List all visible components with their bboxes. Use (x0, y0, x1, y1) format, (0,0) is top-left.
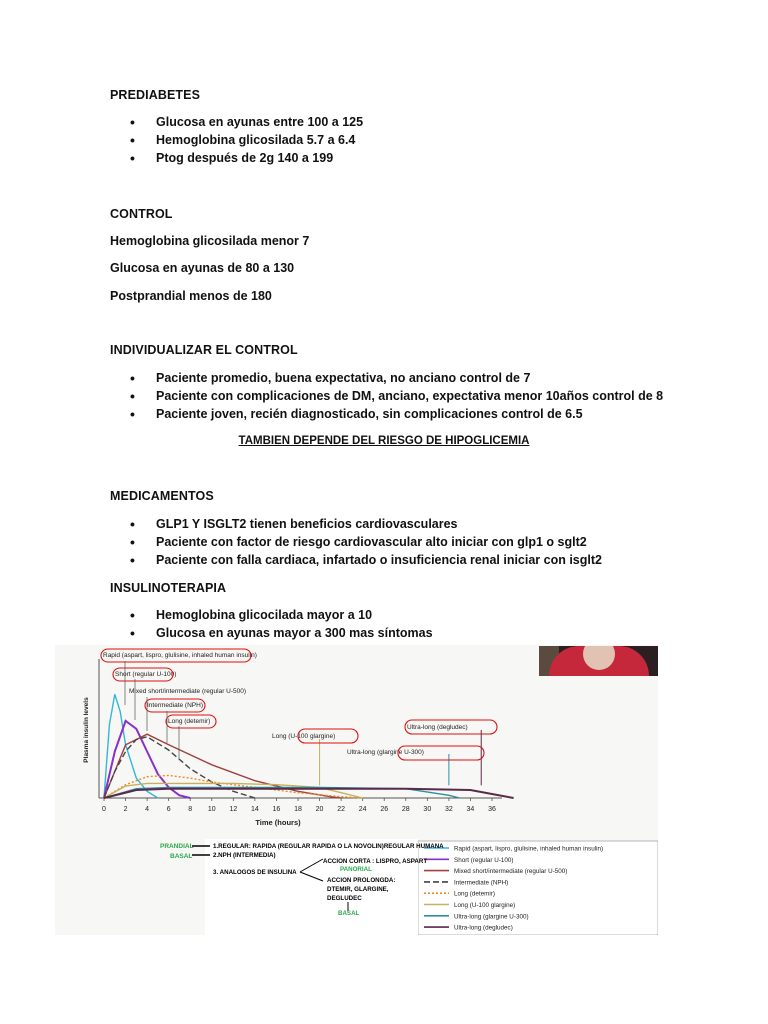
legend-label: Rapid (aspart, lispro, glulisine, inhaled human insulin) (454, 845, 604, 853)
x-tick-label: 26 (380, 806, 389, 813)
legend-box (418, 841, 658, 935)
individualizar-list (128, 369, 663, 423)
degludec-label: DEGLUDEC (327, 895, 362, 902)
medicamentos-heading: MEDICAMENTOS (110, 489, 214, 503)
basal-label: BASAL (170, 853, 193, 860)
insulin-figure (55, 645, 658, 935)
control-line: Glucosa en ayunas de 80 a 130 (110, 261, 295, 275)
list-item: • Paciente con falla cardiaca, infartado o insuficiencia renal iniciar con isglt2 (128, 551, 602, 569)
curve-label: Short (regular U-100) (115, 671, 177, 678)
list-item: • Paciente joven, recién diagnosticado, sin complicaciones control de 6.5 (128, 405, 663, 423)
x-tick-label: 2 (123, 806, 128, 813)
webcam-thumbnail (539, 646, 658, 676)
x-tick-label: 16 (272, 806, 281, 813)
list-item: • GLP1 Y ISGLT2 tienen beneficios cardiovasculares (128, 515, 602, 533)
prandial-label: PRANDIAL (160, 843, 194, 850)
medicamentos-list (128, 515, 602, 569)
panorial-label: PANORIAL (340, 866, 372, 873)
diagram-item-analogos: 3. ANALOGOS DE INSULINA (213, 869, 297, 876)
list-item: • Hemoglobina glicocilada mayor a 10 (128, 606, 433, 624)
curve-label: Long (detemir) (168, 718, 211, 725)
legend-label: Long (U-100 glargine) (454, 902, 516, 909)
x-tick-label: 36 (488, 806, 496, 813)
list-item: • Glucosa en ayunas entre 100 a 125 (128, 113, 363, 131)
y-axis-label: Plasma insulin levels (83, 697, 90, 763)
list-item: • Paciente con complicaciones de DM, anciano, expectativa menor 10años control de 8 (128, 387, 663, 405)
series-line (104, 721, 190, 798)
x-tick-label: 8 (188, 806, 193, 813)
diagram-item-nph: 2.NPH (INTERMEDIA) (213, 852, 276, 859)
curve-label: Long (U-100 glargine) (272, 733, 336, 740)
x-tick-label: 0 (102, 806, 106, 813)
list-item: • Ptog después de 2g 140 a 199 (128, 149, 363, 167)
accion-corta: ACCION CORTA : LISPRO, ASPART (323, 858, 428, 865)
list-item: • Paciente con factor de riesgo cardiovascular alto iniciar con glp1 o sglt2 (128, 533, 602, 551)
legend-label: Intermediate (NPH) (454, 879, 509, 887)
x-tick-label: 12 (229, 806, 238, 813)
prediabetes-heading: PREDIABETES (110, 88, 201, 102)
basal-label-2: BASAL (338, 910, 360, 917)
curve-label: Rapid (aspart, lispro, glulisine, inhaled human insulin) (103, 652, 257, 659)
accion-prolongada-items: DTEMIR, GLARGINE, (327, 886, 389, 893)
control-line: Postprandial menos de 180 (110, 289, 272, 303)
x-tick-label: 28 (401, 806, 410, 813)
x-tick-label: 18 (294, 806, 302, 813)
legend-label: Long (detemir) (454, 890, 495, 898)
individualizar-heading: INDIVIDUALIZAR EL CONTROL (110, 343, 298, 357)
x-tick-label: 14 (250, 806, 259, 813)
insulinoterapia-list (128, 606, 433, 642)
list-item: • Paciente promedio, buena expectativa, no anciano control de 7 (128, 369, 663, 387)
x-tick-label: 22 (337, 806, 346, 813)
hipoglicemia-note: TAMBIEN DEPENDE DEL RIESGO DE HIPOGLICEMIA (238, 435, 530, 447)
list-item: • Hemoglobina glicosilada 5.7 a 6.4 (128, 131, 363, 149)
x-tick-label: 20 (315, 806, 324, 813)
legend-label: Mixed short/intermediate (regular U-500) (454, 868, 568, 876)
curve-label: Ultra-long (glargine U-300) (347, 749, 424, 756)
x-tick-label: 30 (423, 806, 432, 813)
curve-label: Mixed short/intermediate (regular U-500) (129, 688, 247, 695)
list-item: • Glucosa en ayunas mayor a 300 mas síntomas (128, 624, 433, 642)
legend-label: Ultra-long (glargine U-300) (454, 913, 529, 921)
legend-label: Short (regular U-100) (454, 856, 514, 864)
x-tick-label: 34 (466, 806, 475, 813)
insulinoterapia-heading: INSULINOTERAPIA (110, 581, 227, 595)
legend-label: Ultra-long (degludec) (454, 924, 513, 932)
x-tick-label: 4 (145, 806, 150, 813)
x-tick-label: 32 (444, 806, 453, 813)
control-heading: CONTROL (110, 207, 173, 221)
x-tick-label: 6 (166, 806, 171, 813)
x-tick-label: 24 (358, 806, 367, 813)
control-line: Hemoglobina glicosilada menor 7 (110, 234, 310, 248)
accion-prolongada: ACCION PROLONGDA: (327, 877, 396, 884)
x-tick-label: 10 (207, 806, 216, 813)
x-axis-label: Time (hours) (255, 818, 301, 827)
prediabetes-list (128, 113, 363, 167)
diagram-item-regular: 1.REGULAR: RAPIDA (REGULAR RAPIDA O LA NOVOLIN)REGULAR HUMANA (213, 843, 444, 850)
chart-axes (83, 659, 502, 827)
chart-label-layer (101, 649, 497, 760)
insulin-profile-chart (55, 645, 658, 935)
curve-label: Ultra-long (degludec) (407, 724, 468, 731)
curve-label: Intermediate (NPH) (147, 702, 203, 709)
